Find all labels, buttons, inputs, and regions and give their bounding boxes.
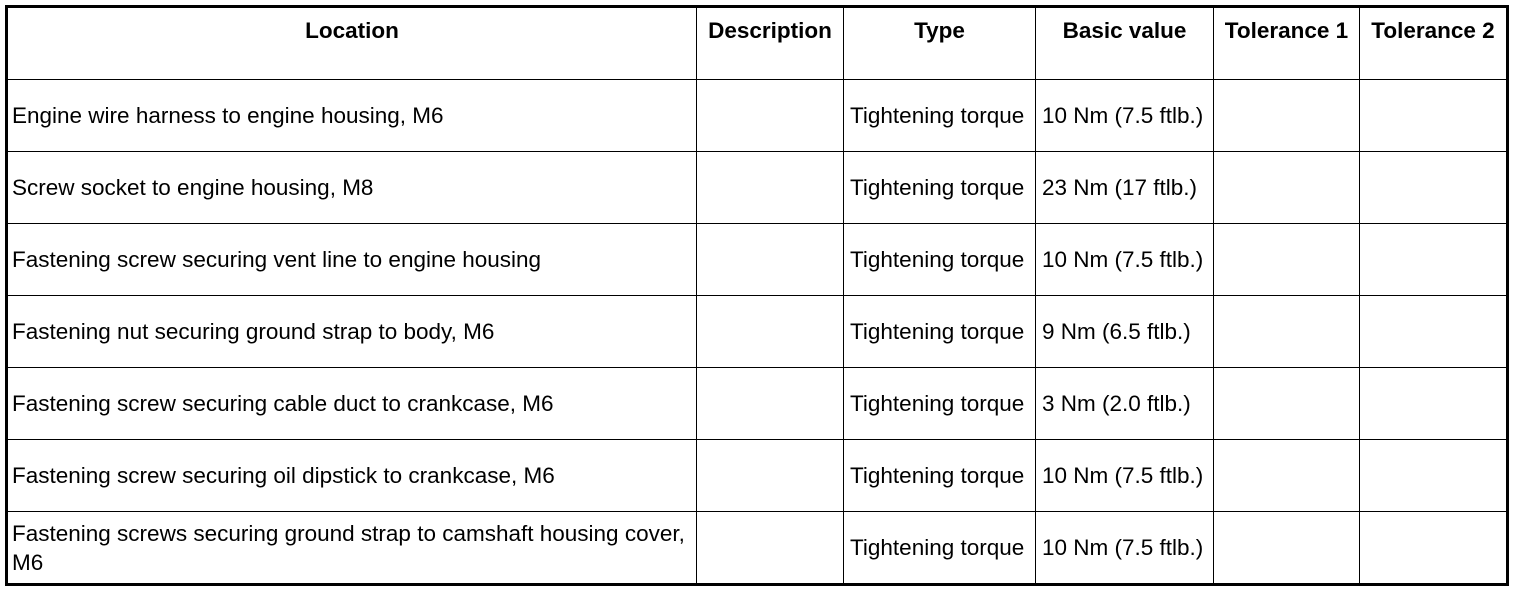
tolerance-2-cell <box>1360 512 1508 585</box>
type-cell: Tightening torque <box>844 152 1036 224</box>
header-type: Type <box>844 7 1036 80</box>
tolerance-2-cell <box>1360 368 1508 440</box>
tolerance-1-cell <box>1214 152 1360 224</box>
type-cell: Tightening torque <box>844 224 1036 296</box>
table-row <box>7 512 1508 585</box>
basic-value-cell: 9 Nm (6.5 ftlb.) <box>1036 296 1214 368</box>
location-cell: Screw socket to engine housing, M8 <box>7 152 697 224</box>
header-location: Location <box>7 7 697 80</box>
description-cell <box>697 152 844 224</box>
tolerance-1-cell <box>1214 80 1360 152</box>
location-cell: Fastening screw securing cable duct to crankcase, M6 <box>7 368 697 440</box>
type-cell: Tightening torque <box>844 368 1036 440</box>
tolerance-2-cell <box>1360 224 1508 296</box>
tolerance-2-cell <box>1360 296 1508 368</box>
description-cell <box>697 296 844 368</box>
type-cell: Tightening torque <box>844 80 1036 152</box>
tolerance-2-cell <box>1360 440 1508 512</box>
table-row <box>7 368 1508 440</box>
table-row <box>7 152 1508 224</box>
description-cell <box>697 224 844 296</box>
basic-value-cell: 3 Nm (2.0 ftlb.) <box>1036 368 1214 440</box>
type-cell: Tightening torque <box>844 512 1036 585</box>
torque-spec-table <box>5 5 1509 586</box>
tolerance-1-cell <box>1214 512 1360 585</box>
header-description: Description <box>697 7 844 80</box>
basic-value-cell: 23 Nm (17 ftlb.) <box>1036 152 1214 224</box>
basic-value-cell: 10 Nm (7.5 ftlb.) <box>1036 80 1214 152</box>
description-cell <box>697 80 844 152</box>
location-cell: Fastening screws securing ground strap to camshaft housing cover, M6 <box>7 512 697 585</box>
header-tolerance-1: Tolerance 1 <box>1214 7 1360 80</box>
description-cell <box>697 440 844 512</box>
tolerance-1-cell <box>1214 368 1360 440</box>
type-cell: Tightening torque <box>844 440 1036 512</box>
table-row <box>7 296 1508 368</box>
location-cell: Engine wire harness to engine housing, M6 <box>7 80 697 152</box>
location-cell: Fastening nut securing ground strap to body, M6 <box>7 296 697 368</box>
table-row <box>7 224 1508 296</box>
tolerance-1-cell <box>1214 224 1360 296</box>
location-cell: Fastening screw securing vent line to engine housing <box>7 224 697 296</box>
header-tolerance-2: Tolerance 2 <box>1360 7 1508 80</box>
description-cell <box>697 512 844 585</box>
basic-value-cell: 10 Nm (7.5 ftlb.) <box>1036 440 1214 512</box>
description-cell <box>697 368 844 440</box>
tolerance-1-cell <box>1214 296 1360 368</box>
tolerance-2-cell <box>1360 80 1508 152</box>
basic-value-cell: 10 Nm (7.5 ftlb.) <box>1036 224 1214 296</box>
type-cell: Tightening torque <box>844 296 1036 368</box>
tolerance-2-cell <box>1360 152 1508 224</box>
basic-value-cell: 10 Nm (7.5 ftlb.) <box>1036 512 1214 585</box>
table-row <box>7 80 1508 152</box>
header-basic-value: Basic value <box>1036 7 1214 80</box>
header-row <box>7 7 1508 80</box>
tolerance-1-cell <box>1214 440 1360 512</box>
location-cell: Fastening screw securing oil dipstick to crankcase, M6 <box>7 440 697 512</box>
table-row <box>7 440 1508 512</box>
